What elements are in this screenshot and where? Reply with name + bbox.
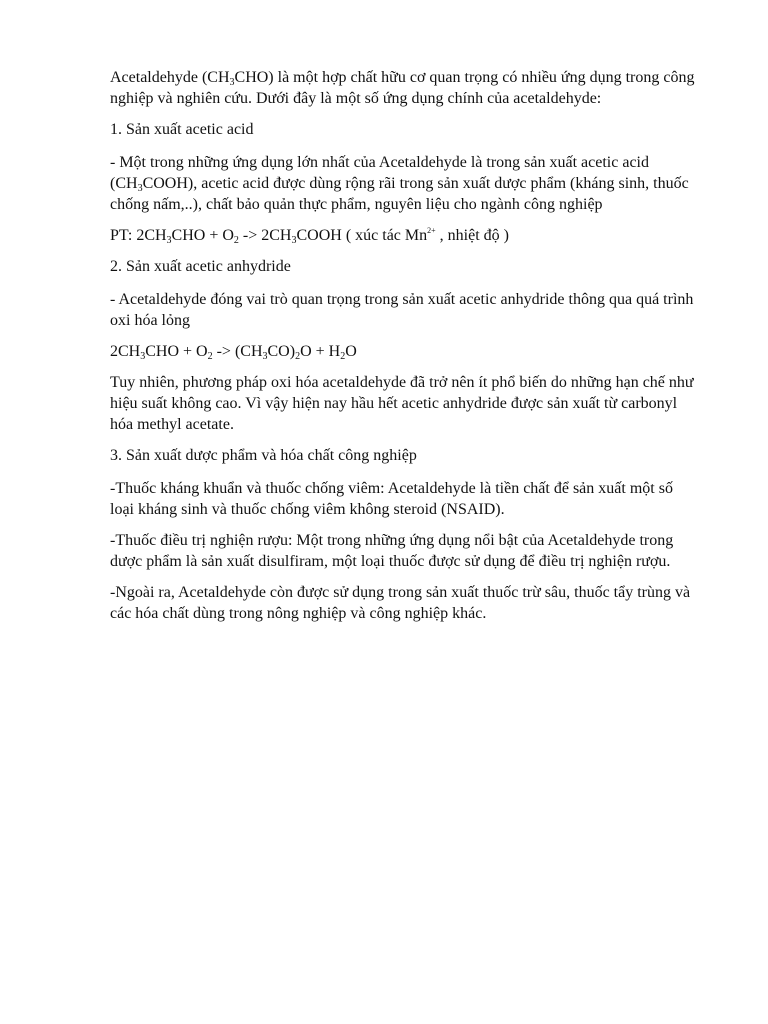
equation-text: , nhiệt độ ) bbox=[435, 227, 509, 244]
subscript: 3 bbox=[262, 351, 268, 362]
subscript: 2 bbox=[207, 351, 213, 362]
subscript: 2 bbox=[340, 351, 346, 362]
document-page bbox=[110, 67, 700, 634]
section-1-equation bbox=[110, 225, 700, 246]
equation-text: COOH ( xúc tác Mn bbox=[296, 227, 428, 244]
subscript: 3 bbox=[291, 235, 297, 246]
section-2-number: 2. bbox=[110, 258, 122, 275]
subscript: 3 bbox=[166, 235, 172, 246]
superscript: 2+ bbox=[427, 226, 436, 235]
subscript: 3 bbox=[140, 351, 146, 362]
equation-text: CHO + O bbox=[171, 227, 234, 244]
subscript: 2 bbox=[233, 235, 239, 246]
equation-text: 2CH bbox=[110, 343, 141, 360]
section-1-text-1: - Một trong những ứng dụng lớn nhất của Acetaldehyde là trong sản xuất acetic acid (CH bbox=[110, 154, 649, 192]
intro-paragraph bbox=[110, 67, 700, 109]
equation-text: CHO + O bbox=[145, 343, 208, 360]
section-3-paragraph-3: -Ngoài ra, Acetaldehyde còn được sử dụng trong sản xuất thuốc trừ sâu, thuốc tẩy trùng và các hóa chất dùng trong nông nghiệp và công nghiệp khác. bbox=[110, 584, 691, 622]
equation-text: -> (CH bbox=[212, 343, 263, 360]
equation-text: -> 2CH bbox=[238, 227, 292, 244]
section-2-title: Sản xuất acetic anhydride bbox=[126, 258, 291, 275]
section-3-paragraph-1: -Thuốc kháng khuẩn và thuốc chống viêm: Acetaldehyde là tiền chất để sản xuất một số loại kháng sinh và thuốc chống viêm không steroid (NSAID). bbox=[110, 480, 673, 518]
subscript: 2 bbox=[295, 351, 301, 362]
intro-text-1: Acetaldehyde (CH bbox=[110, 69, 230, 86]
section-1-text-2: COOH), acetic acid được dùng rộng rãi trong sản xuất dược phẩm (kháng sinh, thuốc chống nấm,..), chất bảo quản thực phẩm, nguyên liệu cho ngành công nghiệp bbox=[110, 175, 689, 213]
section-2-paragraph-1: - Acetaldehyde đóng vai trò quan trọng trong sản xuất acetic anhydride thông qua quá trình oxi hóa lỏng bbox=[110, 291, 694, 329]
section-3-heading: 3. Sản xuất dược phẩm và hóa chất công nghiệp bbox=[110, 447, 417, 464]
section-1-heading bbox=[110, 119, 700, 140]
section-1-title: Sản xuất acetic acid bbox=[126, 121, 254, 138]
equation-text: PT: 2CH bbox=[110, 227, 167, 244]
equation-text: O + H bbox=[300, 343, 341, 360]
section-2-equation bbox=[110, 341, 700, 362]
equation-text: O bbox=[345, 343, 357, 360]
section-1-number: 1. bbox=[110, 121, 122, 138]
section-2-paragraph-2: Tuy nhiên, phương pháp oxi hóa acetaldehyde đã trở nên ít phổ biến do những hạn chế như hiệu suất không cao. Vì vậy hiện nay hầu hết acetic anhydride được sản xuất từ carbonyl hóa methyl acetate. bbox=[110, 374, 694, 433]
section-2-heading bbox=[110, 256, 700, 277]
equation-text: CO) bbox=[267, 343, 296, 360]
section-1-paragraph bbox=[110, 152, 700, 215]
subscript: 3 bbox=[137, 183, 143, 194]
intro-text-2: CHO) là một hợp chất hữu cơ quan trọng có nhiều ứng dụng trong công nghiệp và nghiên cứu. Dưới đây là một số ứng dụng chính của acetaldehyde: bbox=[110, 69, 695, 107]
subscript: 3 bbox=[229, 77, 235, 88]
section-3-paragraph-2: -Thuốc điều trị nghiện rượu: Một trong những ứng dụng nổi bật của Acetaldehyde trong dược phẩm là sản xuất disulfiram, một loại thuốc được sử dụng để điều trị nghiện rượu. bbox=[110, 532, 674, 570]
